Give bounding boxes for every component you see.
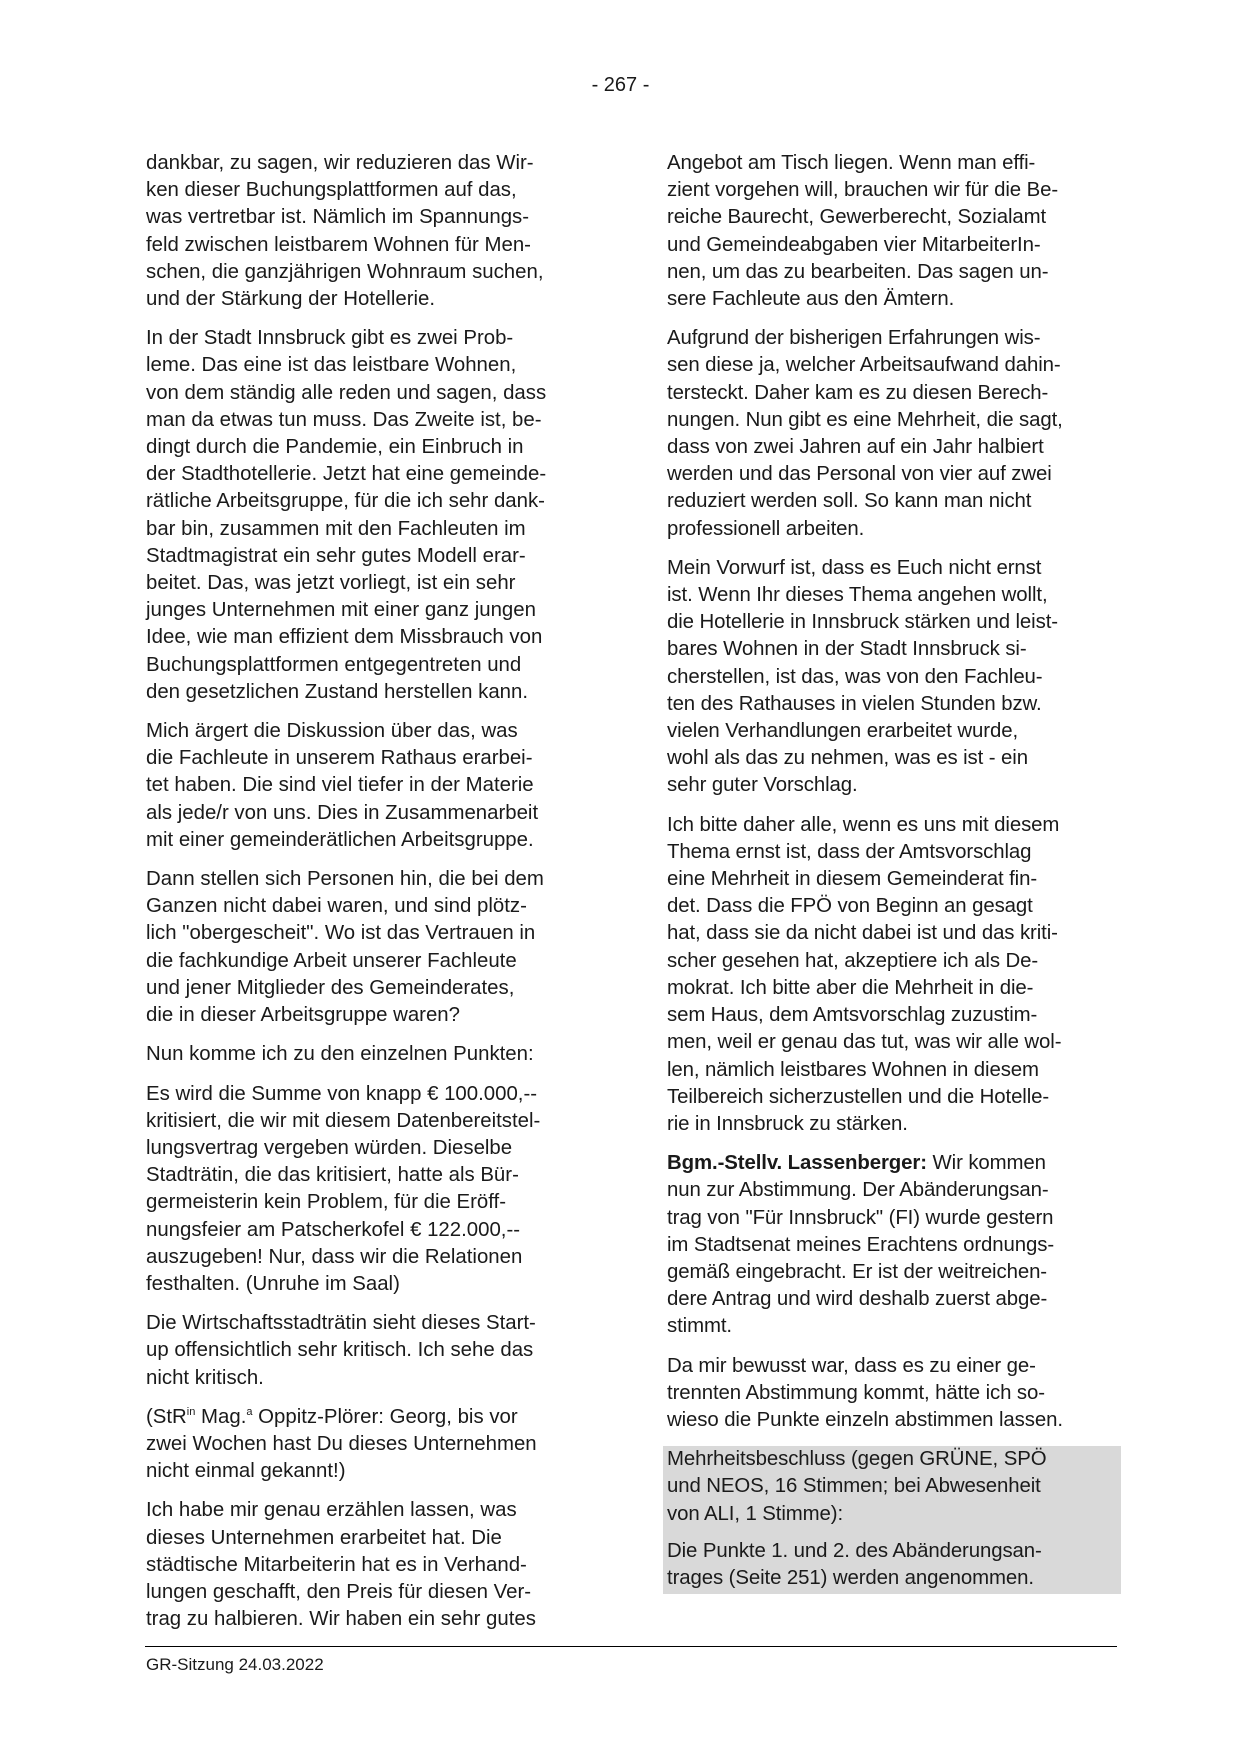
paragraph: Ich bitte daher alle, wenn es uns mit diesem Thema ernst ist, dass der Amtsvorschlag eine Mehrheit in diesem Gemeinderat fin- det. Dass die FPÖ von Beginn an gesagt hat, dass sie da nicht dabei ist und das kriti- scher gesehen hat, akzeptiere ich als De- mokrat. Ich bitte aber die Mehrheit in die- sem Haus, dem Amtsvorschlag zuzustim- men, weil er genau das tut, was wir alle wol- len, nämlich leistbares Wohnen in diesem Teilbereich sicherzustellen und die Hotelle- rie in Innsbruck zu stärken.: [667, 813, 1062, 1135]
paragraph: Mein Vorwurf ist, dass es Euch nicht ernst ist. Wenn Ihr dieses Thema angehen wollt, die Hotellerie in Innsbruck stärken und leist- bares Wohnen in der Stadt Innsbruck si- cherstellen, ist das, was von den Fachleu- ten des Rathauses in vielen Stunden bzw. vielen Verhandlungen erarbeitet wurde, wohl als das zu nehmen, was es ist - ein sehr guter Vorschlag.: [667, 556, 1058, 797]
speaker-name: Bgm.-Stellv. Lassenberger:: [667, 1152, 927, 1175]
right-column: [667, 150, 1117, 1594]
paragraph: Dann stellen sich Personen hin, die bei dem Ganzen nicht dabei waren, und sind plötz- lich "obergescheit". Wo ist das Vertrauen in die fachkundige Arbeit unserer Fachleute und jener Mitglieder des Gemeinderates, die in dieser Arbeitsgruppe waren?: [146, 868, 544, 1027]
vote-result: Mehrheitsbeschluss (gegen GRÜNE, SPÖ und NEOS, 16 Stimmen; bei Abwesenheit von ALI, 1 Stimme):: [667, 1448, 1047, 1525]
paragraph: Mich ärgert die Diskussion über das, was die Fachleute in unserem Rathaus erarbei- tet haben. Die sind viel tiefer in der Materie als jede/r von uns. Dies in Zusammenarbeit mit einer gemeinderätlichen Arbeitsgruppe.: [146, 720, 539, 851]
paragraph: In der Stadt Innsbruck gibt es zwei Prob- leme. Das eine ist das leistbare Wohnen, von dem ständig alle reden und sagen, dass man da etwas tun muss. Das Zweite ist, be- dingt durch die Pandemie, ein Einbruch in der Stadthotellerie. Jetzt hat eine gemeinde- rätliche Arbeitsgruppe, für die ich sehr dank- bar bin, zusammen mit den Fachleuten im Stadtmagistrat ein sehr gutes Modell erar- beitet. Das, was jetzt vorliegt, ist ein sehr junges Unternehmen mit einer ganz jungen Idee, wie man effizient dem Missbrauch von Buchungsplattformen entgegentreten und den gesetzlichen Zustand herstellen kann.: [146, 327, 547, 703]
paragraph: Es wird die Summe von knapp € 100.000,-- kritisiert, die wir mit diesem Datenbereitstel- lungsvertrag vergeben würden. Dieselbe Stadträtin, die das kritisiert, hatte als Bür- germeisterin kein Problem, für die Eröff- nungsfeier am Patscherkofel € 122.000,-- auszugeben! Nur, dass wir die Relationen festhalten. (Unruhe im Saal): [146, 1082, 541, 1295]
paragraph: Angebot am Tisch liegen. Wenn man effi- zient vorgehen will, brauchen wir für die Be- reiche Baurecht, Gewerberecht, Sozialamt und Gemeindeabgaben vier MitarbeiterIn- nen, um das zu bearbeiten. Das sagen un- sere Fachleute aus den Ämtern.: [667, 152, 1059, 311]
footer-session-date: GR-Sitzung 24.03.2022: [146, 1655, 324, 1674]
speaker-paragraph: [667, 1150, 1117, 1340]
interjection: [146, 1404, 594, 1486]
superscript: a: [246, 1405, 253, 1418]
paragraph: dankbar, zu sagen, wir reduzieren das Wir- ken dieser Buchungsplattformen auf das, was vertretbar ist. Nämlich im Spannungs- feld zwischen leistbarem Wohnen für Men- schen, die ganzjährigen Wohnraum suchen, und der Stärkung der Hotellerie.: [146, 152, 544, 311]
interjection-text: Oppitz-Plörer: Georg, bis vor zwei Wochen hast Du dieses Unternehmen nicht einmal gekannt!): [146, 1405, 537, 1483]
paragraph: Ich habe mir genau erzählen lassen, was dieses Unternehmen erarbeitet hat. Die städtische Mitarbeiterin hat es in Verhand- lungen geschafft, den Preis für diesen Ver- trag zu halbieren. Wir haben ein sehr gutes: [146, 1499, 536, 1631]
interjection-title: Mag.: [195, 1405, 247, 1428]
paragraph: Da mir bewusst war, dass es zu einer ge- trennten Abstimmung kommt, hätte ich so- wieso die Punkte einzeln abstimmen lassen.: [667, 1354, 1063, 1431]
footer-divider: [145, 1646, 1117, 1647]
decision-text: Die Punkte 1. und 2. des Abänderungsan- trages (Seite 251) werden angenommen.: [667, 1539, 1042, 1589]
speaker-text: Wir kommen nun zur Abstimmung. Der Abänderungsan- trag von "Für Innsbruck" (FI) wurde gestern im Stadtsenat meines Erachtens ordnungs- gemäß eingebracht. Er ist der weitreichen- dere Antrag und wird deshalb zuerst abge- stimmt.: [667, 1152, 1055, 1338]
paragraph: Aufgrund der bisherigen Erfahrungen wis- sen diese ja, welcher Arbeitsaufwand dahin- tersteckt. Daher kam es zu diesen Berech- nungen. Nun gibt es eine Mehrheit, die sagt, dass von zwei Jahren auf ein Jahr halbiert werden und das Personal von vier auf zwei reduziert werden soll. So kann man nicht professionell arbeiten.: [667, 327, 1063, 540]
paragraph: Die Wirtschaftsstadträtin sieht dieses Start- up offensichtlich sehr kritisch. Ich sehe das nicht kritisch.: [146, 1312, 536, 1389]
superscript: in: [186, 1405, 196, 1418]
interjection-open: (StR: [146, 1405, 187, 1428]
resolution-box: [663, 1446, 1121, 1594]
left-column: [146, 150, 594, 1645]
paragraph: Nun komme ich zu den einzelnen Punkten:: [146, 1043, 534, 1066]
page-number: - 267 -: [591, 74, 650, 96]
